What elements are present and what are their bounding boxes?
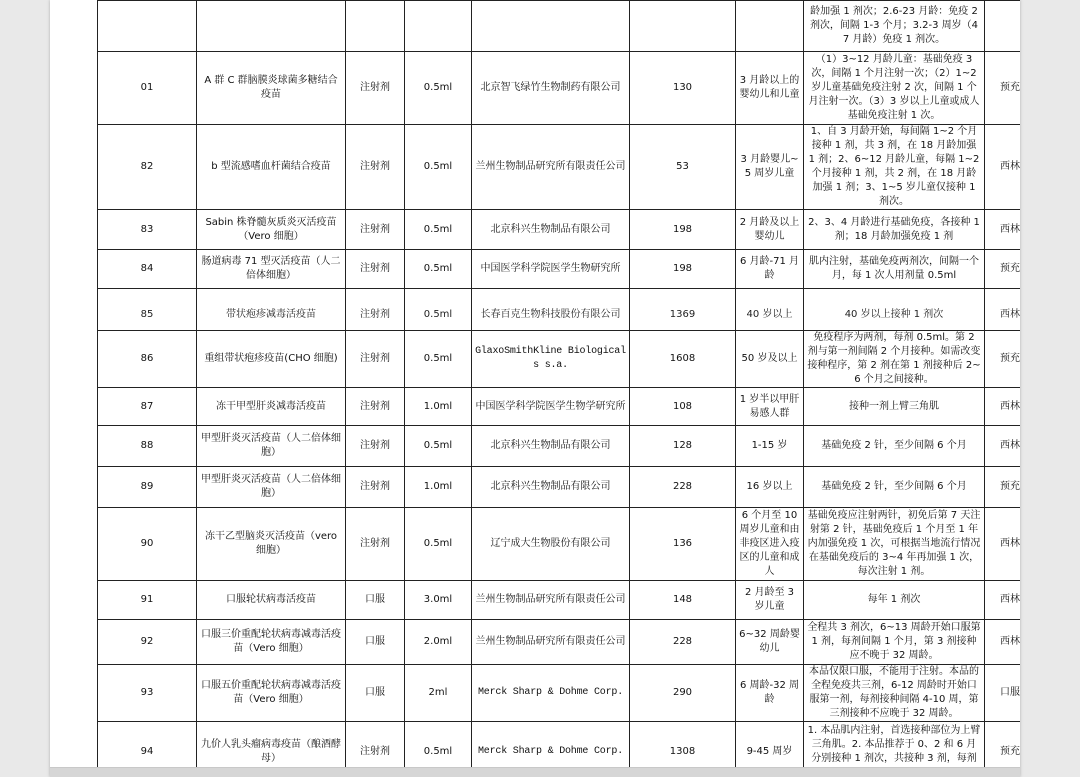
price-cell: 290 <box>630 665 736 722</box>
vaccine-name-cell: 九价人乳头瘤病毒疫苗（酿酒酵母） <box>197 722 346 777</box>
table-row <box>98 467 1021 508</box>
specification-cell: 2ml <box>405 665 472 722</box>
page-bottom-edge <box>50 767 1020 777</box>
table-row <box>98 581 1021 620</box>
row-number-cell: 88 <box>98 426 197 467</box>
remark-cell: 西林 <box>985 508 1021 581</box>
vaccine-name-cell: 甲型肝炎灭活疫苗（人二倍体细胞） <box>197 426 346 467</box>
table-row <box>98 508 1021 581</box>
table-row <box>98 250 1021 289</box>
dosage-form-cell: 注射剂 <box>346 52 405 125</box>
vaccination-schedule-cell: 免疫程序为两剂，每剂 0.5ml。第 2 剂与第一剂间隔 2 个月接种。如需改变接种程序，第 2 剂在第 1 剂接种后 2~6 个月之间接种。 <box>804 331 985 388</box>
table-row <box>98 52 1021 125</box>
manufacturer-cell: 兰州生物制品研究所有限责任公司 <box>472 620 630 665</box>
manufacturer-cell: 中国医学科学院医学生物研究所 <box>472 250 630 289</box>
specification-cell: 1.0ml <box>405 467 472 508</box>
dosage-form-cell: 注射剂 <box>346 508 405 581</box>
remark-cell: 预充 <box>985 331 1021 388</box>
target-group-cell: 16 岁以上 <box>736 467 804 508</box>
remark-cell: 预充 <box>985 722 1021 777</box>
manufacturer-cell: 长春百克生物科技股份有限公司 <box>472 289 630 331</box>
vaccination-schedule-cell: 全程共 3 剂次，6~13 周龄开始口服第 1 剂，每剂间隔 1 个月，第 3 剂接种应不晚于 32 周龄。 <box>804 620 985 665</box>
vaccine-name-cell: 重组带状疱疹疫苗(CHO 细胞) <box>197 331 346 388</box>
document-page <box>50 0 1020 777</box>
vaccine-name-cell: A 群 C 群脑膜炎球菌多糖结合疫苗 <box>197 52 346 125</box>
specification-cell: 0.5ml <box>405 426 472 467</box>
target-group-cell: 6~32 周龄婴幼儿 <box>736 620 804 665</box>
dosage-form-cell: 注射剂 <box>346 331 405 388</box>
remark-cell <box>985 1 1021 52</box>
vaccine-name-cell: Sabin 株脊髓灰质炎灭活疫苗（Vero 细胞） <box>197 210 346 250</box>
specification-cell: 0.5ml <box>405 508 472 581</box>
row-number-cell: 92 <box>98 620 197 665</box>
dosage-form-cell <box>346 1 405 52</box>
vaccine-name-cell: 口服五价重配轮状病毒减毒活疫苗（Vero 细胞） <box>197 665 346 722</box>
target-group-cell: 2 月龄及以上婴幼儿 <box>736 210 804 250</box>
manufacturer-cell: 北京科兴生物制品有限公司 <box>472 210 630 250</box>
vaccine-name-cell: 口服轮状病毒活疫苗 <box>197 581 346 620</box>
table-row <box>98 426 1021 467</box>
target-group-cell: 50 岁及以上 <box>736 331 804 388</box>
vaccine-name-cell <box>197 1 346 52</box>
target-group-cell: 2 月龄至 3 岁儿童 <box>736 581 804 620</box>
vaccine-name-cell: 冻干甲型肝炎减毒活疫苗 <box>197 388 346 426</box>
price-cell <box>630 1 736 52</box>
dosage-form-cell: 口服 <box>346 620 405 665</box>
target-group-cell: 6 月龄-71 月龄 <box>736 250 804 289</box>
row-number-cell: 01 <box>98 52 197 125</box>
remark-cell: 西林 <box>985 125 1021 210</box>
specification-cell: 0.5ml <box>405 289 472 331</box>
dosage-form-cell: 注射剂 <box>346 426 405 467</box>
manufacturer-cell: 辽宁成大生物股份有限公司 <box>472 508 630 581</box>
vaccination-schedule-cell: 1. 本品肌内注射，首选接种部位为上臂三角肌。2. 本品推荐于 0、2 和 6 月分别接种 1 剂次，共接种 3 剂，每剂 <box>804 722 985 777</box>
price-cell: 198 <box>630 210 736 250</box>
specification-cell: 2.0ml <box>405 620 472 665</box>
specification-cell: 0.5ml <box>405 250 472 289</box>
manufacturer-cell: 兰州生物制品研究所有限责任公司 <box>472 125 630 210</box>
price-cell: 148 <box>630 581 736 620</box>
target-group-cell: 3 月龄以上的婴幼儿和儿童 <box>736 52 804 125</box>
vaccine-name-cell: 带状疱疹减毒活疫苗 <box>197 289 346 331</box>
vaccination-schedule-cell: 基础免疫应注射两针，初免后第 7 天注射第 2 针，基础免疫后 1 个月至 1 年内加强免疫 1 次，可根据当地流行情况在基础免疫后的 3~4 年再加强 1 次，每次注射 1 剂。 <box>804 508 985 581</box>
row-number-cell: 84 <box>98 250 197 289</box>
target-group-cell: 3 月龄婴儿~5 周岁儿童 <box>736 125 804 210</box>
remark-cell: 西林 <box>985 581 1021 620</box>
vaccination-schedule-cell: 本品仅限口服，不能用于注射。本品的全程免疫共三剂，6-12 周龄时开始口服第一剂，每剂接种间隔 4-10 周，第三剂接种不应晚于 32 周龄。 <box>804 665 985 722</box>
manufacturer-cell: 北京科兴生物制品有限公司 <box>472 467 630 508</box>
price-cell: 1369 <box>630 289 736 331</box>
manufacturer-cell: 中国医学科学院医学生物学研究所 <box>472 388 630 426</box>
vaccination-schedule-cell: 1、自 3 月龄开始，每间隔 1~2 个月接种 1 剂，共 3 剂，在 18 月龄加强 1 剂；2、6~12 月龄儿童，每隔 1~2 个月接种 1 剂，共 2 剂，在 18 月龄加强 1 剂；3、1~5 岁儿童仅接种 1 剂次。 <box>804 125 985 210</box>
manufacturer-cell: 北京科兴生物制品有限公司 <box>472 426 630 467</box>
vaccination-schedule-cell: 龄加强 1 剂次；2.6-23 月龄：免疫 2 剂次，间隔 1-3 个月；3.2-3 周岁（47 月龄）免疫 1 剂次。 <box>804 1 985 52</box>
price-cell: 128 <box>630 426 736 467</box>
row-number-cell: 94 <box>98 722 197 777</box>
price-cell: 108 <box>630 388 736 426</box>
remark-cell: 西林 <box>985 388 1021 426</box>
vaccination-schedule-cell: 基础免疫 2 针，至少间隔 6 个月 <box>804 467 985 508</box>
manufacturer-cell: 兰州生物制品研究所有限责任公司 <box>472 581 630 620</box>
specification-cell: 0.5ml <box>405 210 472 250</box>
table-row <box>98 1 1021 52</box>
remark-cell: 口服 <box>985 665 1021 722</box>
vaccine-name-cell: b 型流感嗜血杆菌结合疫苗 <box>197 125 346 210</box>
specification-cell: 0.5ml <box>405 52 472 125</box>
vaccination-schedule-cell: （1）3~12 月龄儿童：基础免疫 3 次，间隔 1 个月注射一次；（2）1~2 岁儿童基础免疫注射 2 次，间隔 1 个月注射一次。（3）3 岁以上儿童或成人基础免疫注射 1 次。 <box>804 52 985 125</box>
price-cell: 136 <box>630 508 736 581</box>
row-number-cell <box>98 1 197 52</box>
target-group-cell: 9-45 周岁 <box>736 722 804 777</box>
dosage-form-cell: 注射剂 <box>346 467 405 508</box>
vaccination-schedule-cell: 每年 1 剂次 <box>804 581 985 620</box>
price-cell: 130 <box>630 52 736 125</box>
target-group-cell: 1-15 岁 <box>736 426 804 467</box>
vaccine-name-cell: 肠道病毒 71 型灭活疫苗（人二倍体细胞） <box>197 250 346 289</box>
price-cell: 1308 <box>630 722 736 777</box>
target-group-cell: 1 岁半以甲肝易感人群 <box>736 388 804 426</box>
target-group-cell: 40 岁以上 <box>736 289 804 331</box>
remark-cell: 西林 <box>985 620 1021 665</box>
row-number-cell: 85 <box>98 289 197 331</box>
specification-cell: 3.0ml <box>405 581 472 620</box>
dosage-form-cell: 注射剂 <box>346 388 405 426</box>
target-group-cell: 6 周龄-32 周龄 <box>736 665 804 722</box>
vaccination-schedule-cell: 40 岁以上接种 1 剂次 <box>804 289 985 331</box>
price-cell: 53 <box>630 125 736 210</box>
row-number-cell: 93 <box>98 665 197 722</box>
row-number-cell: 82 <box>98 125 197 210</box>
remark-cell: 西林 <box>985 289 1021 331</box>
manufacturer-cell: GlaxoSmithKline Biologicals s.a. <box>472 331 630 388</box>
dosage-form-cell: 注射剂 <box>346 722 405 777</box>
dosage-form-cell: 口服 <box>346 581 405 620</box>
dosage-form-cell: 注射剂 <box>346 125 405 210</box>
remark-cell: 预充 <box>985 52 1021 125</box>
dosage-form-cell: 注射剂 <box>346 210 405 250</box>
price-cell: 228 <box>630 467 736 508</box>
vaccination-schedule-cell: 基础免疫 2 针，至少间隔 6 个月 <box>804 426 985 467</box>
row-number-cell: 89 <box>98 467 197 508</box>
table-row <box>98 210 1021 250</box>
dosage-form-cell: 口服 <box>346 665 405 722</box>
vaccine-name-cell: 甲型肝炎灭活疫苗（人二倍体细胞） <box>197 467 346 508</box>
specification-cell: 1.0ml <box>405 388 472 426</box>
table-row <box>98 331 1021 388</box>
table-row <box>98 665 1021 722</box>
row-number-cell: 86 <box>98 331 197 388</box>
manufacturer-cell: Merck Sharp & Dohme Corp. <box>472 665 630 722</box>
specification-cell: 0.5ml <box>405 331 472 388</box>
remark-cell: 预充 <box>985 250 1021 289</box>
specification-cell: 0.5ml <box>405 125 472 210</box>
target-group-cell: 6 个月至 10 周岁儿童和由非疫区进入疫区的儿童和成人 <box>736 508 804 581</box>
vaccine-name-cell: 口服三价重配轮状病毒减毒活疫苗（Vero 细胞） <box>197 620 346 665</box>
row-number-cell: 91 <box>98 581 197 620</box>
vaccine-name-cell: 冻干乙型脑炎灭活疫苗（vero 细胞） <box>197 508 346 581</box>
table-row <box>98 125 1021 210</box>
target-group-cell <box>736 1 804 52</box>
manufacturer-cell: 北京智飞绿竹生物制药有限公司 <box>472 52 630 125</box>
table-row <box>98 620 1021 665</box>
remark-cell: 预充 <box>985 467 1021 508</box>
table-row <box>98 388 1021 426</box>
remark-cell: 西林 <box>985 426 1021 467</box>
table-row <box>98 289 1021 331</box>
vaccination-schedule-cell: 肌内注射，基础免疫两剂次，间隔一个月，每 1 次人用剂量 0.5ml <box>804 250 985 289</box>
remark-cell: 西林 <box>985 210 1021 250</box>
price-cell: 228 <box>630 620 736 665</box>
specification-cell <box>405 1 472 52</box>
dosage-form-cell: 注射剂 <box>346 289 405 331</box>
manufacturer-cell <box>472 1 630 52</box>
price-cell: 198 <box>630 250 736 289</box>
vaccination-schedule-cell: 接种一剂上臂三角肌 <box>804 388 985 426</box>
vaccination-schedule-cell: 2、3、4 月龄进行基础免疫，各接种 1 剂；18 月龄加强免疫 1 剂 <box>804 210 985 250</box>
vaccine-price-table <box>97 0 1020 777</box>
price-cell: 1608 <box>630 331 736 388</box>
specification-cell: 0.5ml <box>405 722 472 777</box>
row-number-cell: 87 <box>98 388 197 426</box>
dosage-form-cell: 注射剂 <box>346 250 405 289</box>
row-number-cell: 83 <box>98 210 197 250</box>
manufacturer-cell: Merck Sharp & Dohme Corp. <box>472 722 630 777</box>
row-number-cell: 90 <box>98 508 197 581</box>
